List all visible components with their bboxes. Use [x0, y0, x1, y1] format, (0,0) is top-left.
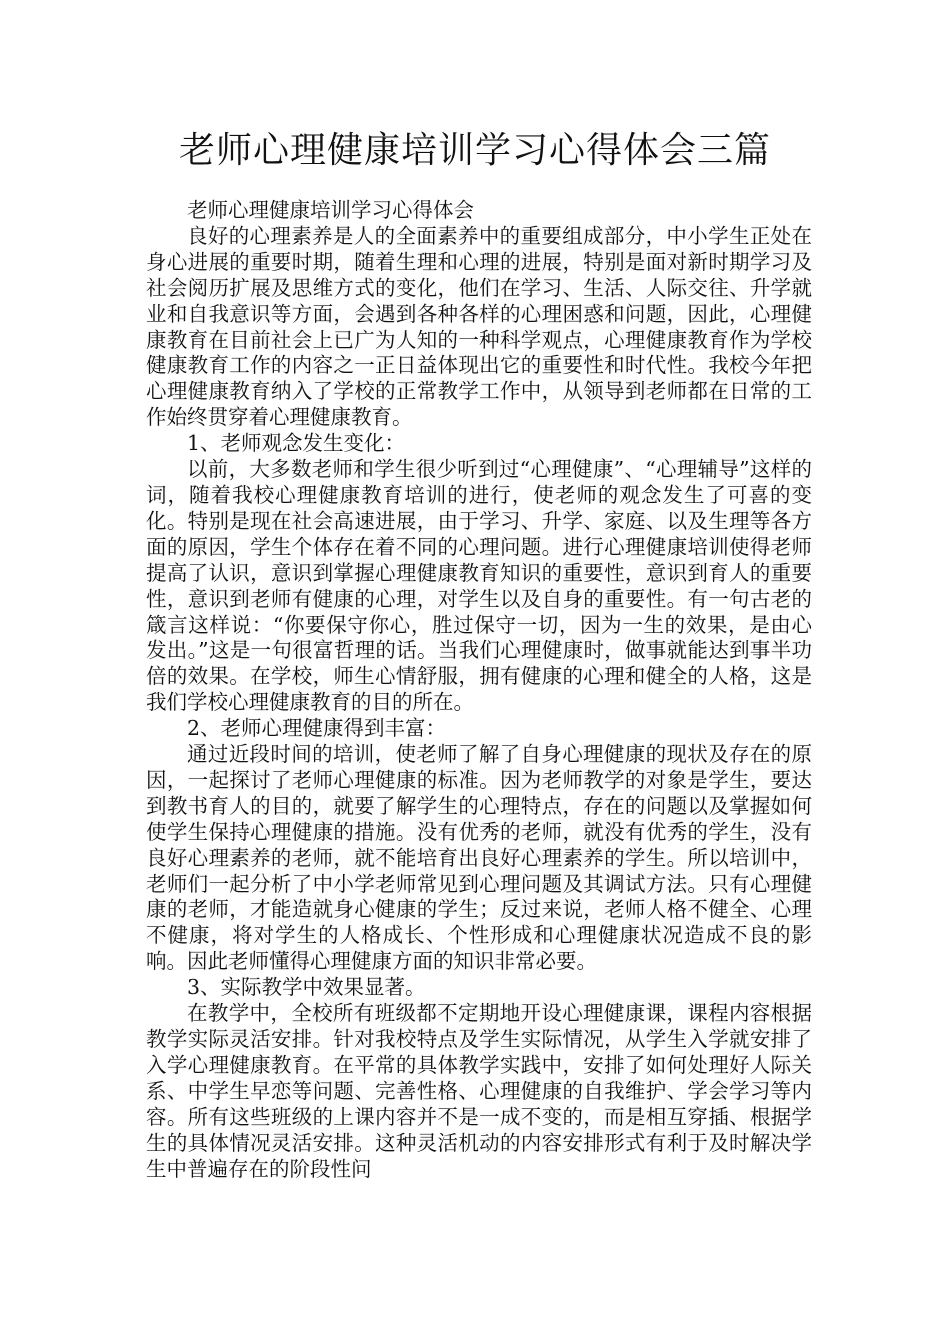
section-paragraph-2: 通过近段时间的培训，使老师了解了自身心理健康的现状及存在的原因，一起探讨了老师心理健康的标准。因为老师教学的对象是学生，要达到教书育人的目的，就要了解学生的心理特点，存在的问题以及掌握如何使学生保持心理健康的措施。没有优秀的老师，就没有优秀的学生，没有良好心理素养的老师，就不能培育出良好心理素养的学生。所以培训中，老师们一起分析了中小学老师常见到心理问题及其调试方法。只有心理健康的老师，才能造就身心健康的学生；反过来说，老师人格不健全、心理不健康，将对学生的人格成长、个性形成和心理健康状况造成不良的影响。因此老师懂得心理健康方面的知识非常必要。 — [146, 742, 812, 974]
section-paragraph-1: 以前，大多数老师和学生很少听到过“心理健康”、“心理辅导”这样的词，随着我校心理健康教育培训的进行，使老师的观念发生了可喜的变化。特别是现在社会高速进展，由于学习、升学、家庭、以及生理等各方面的原因，学生个体存在着不同的心理问题。进行心理健康培训使得老师提高了认识，意识到掌握心理健康教育知识的重要性，意识到育人的重要性，意识到老师有健康的心理，对学生以及自身的重要性。有一句古老的箴言这样说：“你要保守你心，胜过保守一切，因为一生的效果，是由心发出。”这是一句很富哲理的话。当我们心理健康时，做事就能达到事半功倍的效果。在学校，师生心情舒服，拥有健康的心理和健全的人格，这是我们学校心理健康教育的目的所在。 — [146, 457, 812, 715]
section-heading-2: 2、老师心理健康得到丰富： — [187, 716, 447, 741]
section-paragraph-3: 在教学中，全校所有班级都不定期地开设心理健康课，课程内容根据教学实际灵活安排。针对我校特点及学生实际情况，从学生入学就安排了入学心理健康教育。在平常的具体教学实践中，安排了如何处理好人际关系、中学生早恋等问题、完善性格、心理健康的自我维护、学会学习等内容。所有这些班级的上课内容并不是一成不变的，而是相互穿插、根据学生的具体情况灵活安排。这种灵活机动的内容安排形式有利于及时解决学生中普遍存在的阶段性问 — [146, 1001, 812, 1181]
document-subtitle: 老师心理健康培训学习心得体会 — [187, 198, 474, 222]
document-body — [146, 198, 812, 1182]
section-heading-1: 1、老师观念发生变化： — [187, 431, 406, 456]
section-heading-3: 3、实际教学中效果显著。 — [187, 975, 426, 1000]
intro-paragraph: 良好的心理素养是人的全面素养中的重要组成部分，中小学生正处在身心进展的重要时期，随着生理和心理的进展，特别是面对新时期学习及社会阅历扩展及思维方式的变化，他们在学习、生活、人际交往、升学就业和自我意识等方面，会遇到各种各样的心理困惑和问题，因此，心理健康教育在目前社会上已广为人知的一种科学观点，心理健康教育作为学校健康教育工作的内容之一正日益体现出它的重要性和时代性。我校今年把心理健康教育纳入了学校的正常教学工作中，从领导到老师都在日常的工作始终贯穿着心理健康教育。 — [146, 223, 812, 430]
document-title: 老师心理健康培训学习心得体会三篇 — [178, 130, 771, 171]
